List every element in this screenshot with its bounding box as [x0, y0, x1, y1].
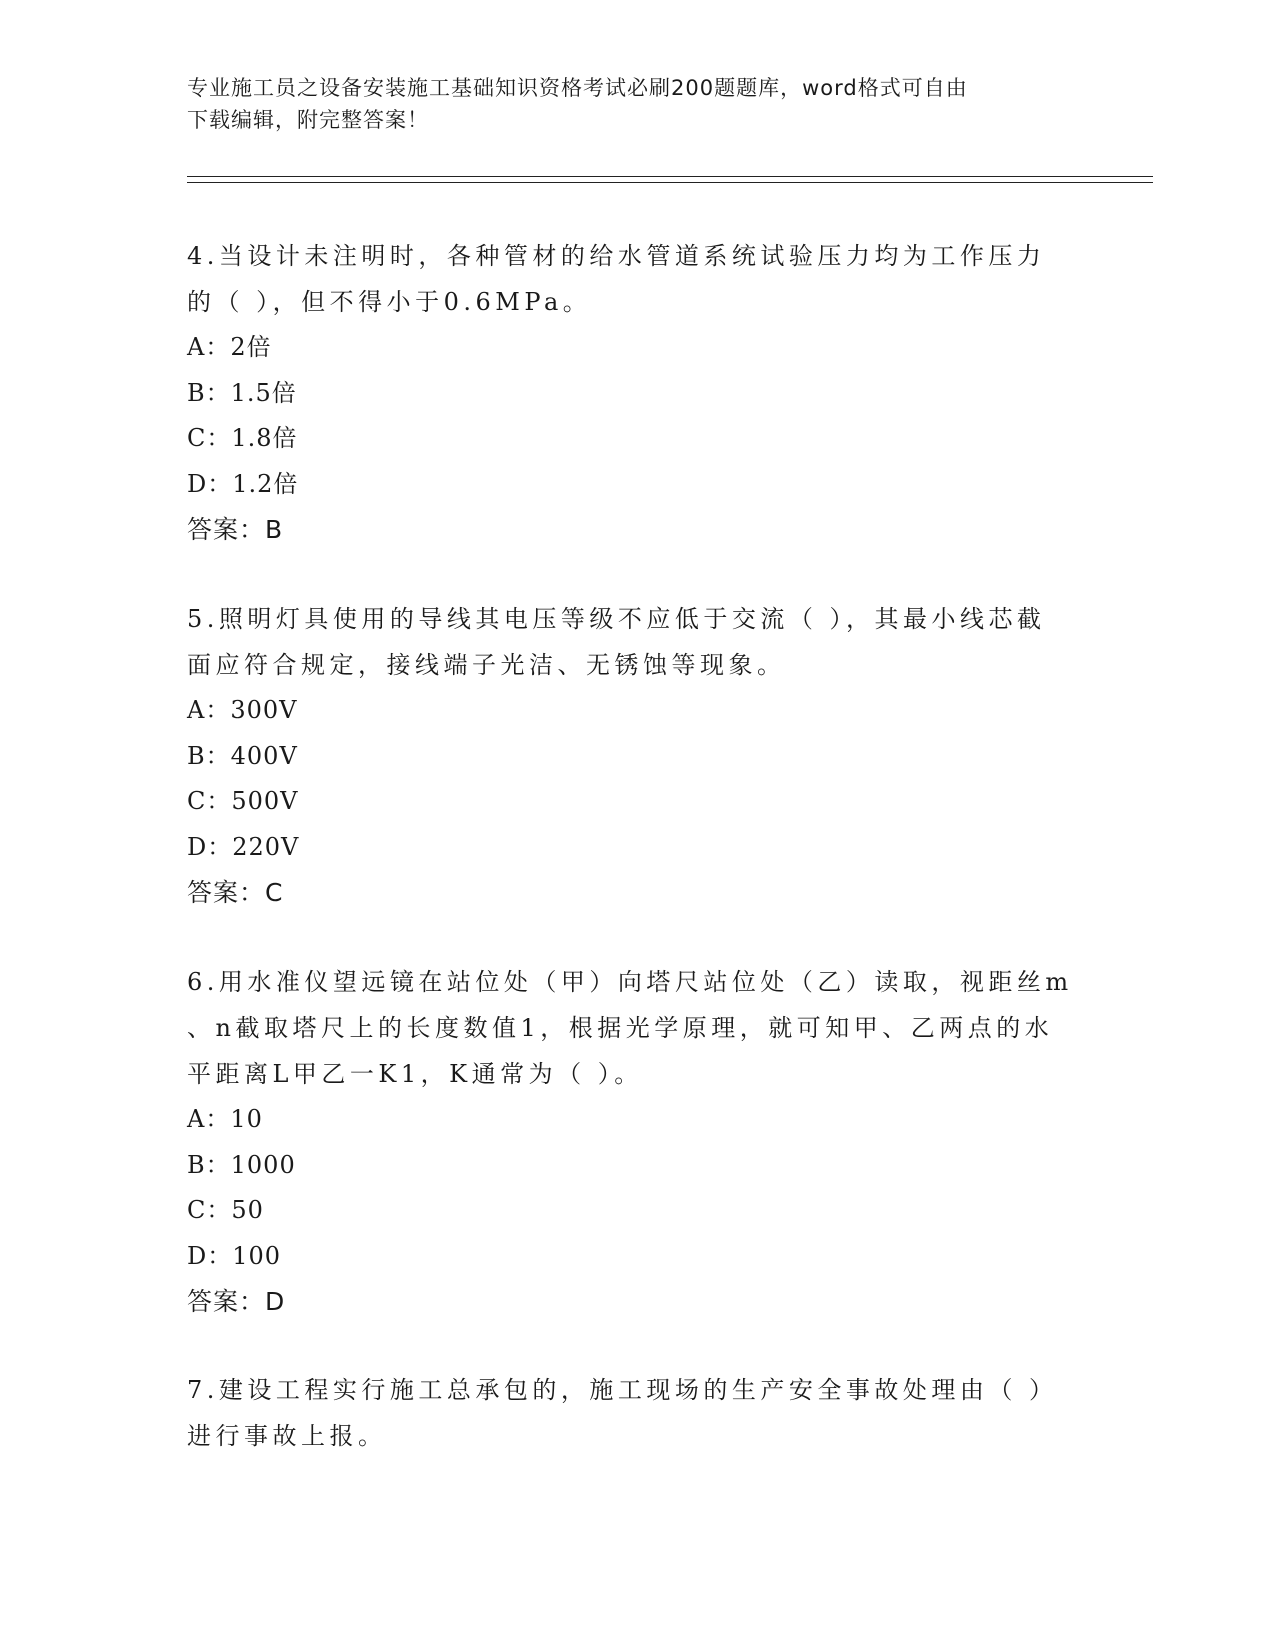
header-line-2: 下载编辑，附完整答案！ [187, 108, 429, 132]
question-text-line: 面应符合规定，接线端子光洁、无锈蚀等现象。 [187, 651, 786, 679]
question-text-line: 4.当设计未注明时，各种管材的给水管道系统试验压力均为工作压力 [187, 242, 1046, 270]
header-divider-top [187, 176, 1153, 177]
question-text-line: 平距离L甲乙一K1，K通常为（ ）。 [187, 1060, 643, 1088]
option-b: B：1000 [187, 1150, 296, 1179]
question-6 [187, 959, 1087, 1324]
option-a: A：10 [187, 1105, 263, 1133]
question-text-line: 7.建设工程实行施工总承包的，施工现场的生产安全事故处理由（ ） [187, 1376, 1058, 1404]
answer: 答案：B [187, 515, 284, 544]
option-a: A：2倍 [187, 333, 272, 361]
question-text-line: 进行事故上报。 [187, 1422, 387, 1450]
option-c: C：1.8倍 [187, 424, 298, 452]
option-b: B：400V [187, 741, 298, 770]
option-c: C：50 [187, 1196, 264, 1224]
answer: 答案：C [187, 878, 284, 907]
option-a: A：300V [187, 696, 298, 724]
header-divider-bottom [187, 182, 1153, 183]
option-b: B：1.5倍 [187, 378, 297, 407]
option-d: D：220V [187, 832, 300, 861]
header-line-1: 专业施工员之设备安装施工基础知识资格考试必刷200题题库，word格式可自由 [187, 76, 968, 100]
option-d: D：1.2倍 [187, 469, 299, 498]
question-text-line: 、n截取塔尺上的长度数值1，根据光学原理，就可知甲、乙两点的水 [187, 1014, 1054, 1042]
option-c: C：500V [187, 787, 299, 815]
question-7 [187, 1367, 1087, 1459]
answer: 答案：D [187, 1287, 286, 1316]
question-text-line: 的（ ），但不得小于0.6MPa。 [187, 288, 592, 316]
question-5 [187, 596, 1087, 915]
option-d: D：100 [187, 1241, 282, 1270]
question-text-line: 6.用水准仪望远镜在站位处（甲）向塔尺站位处（乙）读取，视距丝m [187, 968, 1073, 996]
question-text-line: 5.照明灯具使用的导线其电压等级不应低于交流（ ），其最小线芯截 [187, 605, 1046, 633]
document-header [187, 72, 1067, 136]
question-4 [187, 233, 1087, 552]
